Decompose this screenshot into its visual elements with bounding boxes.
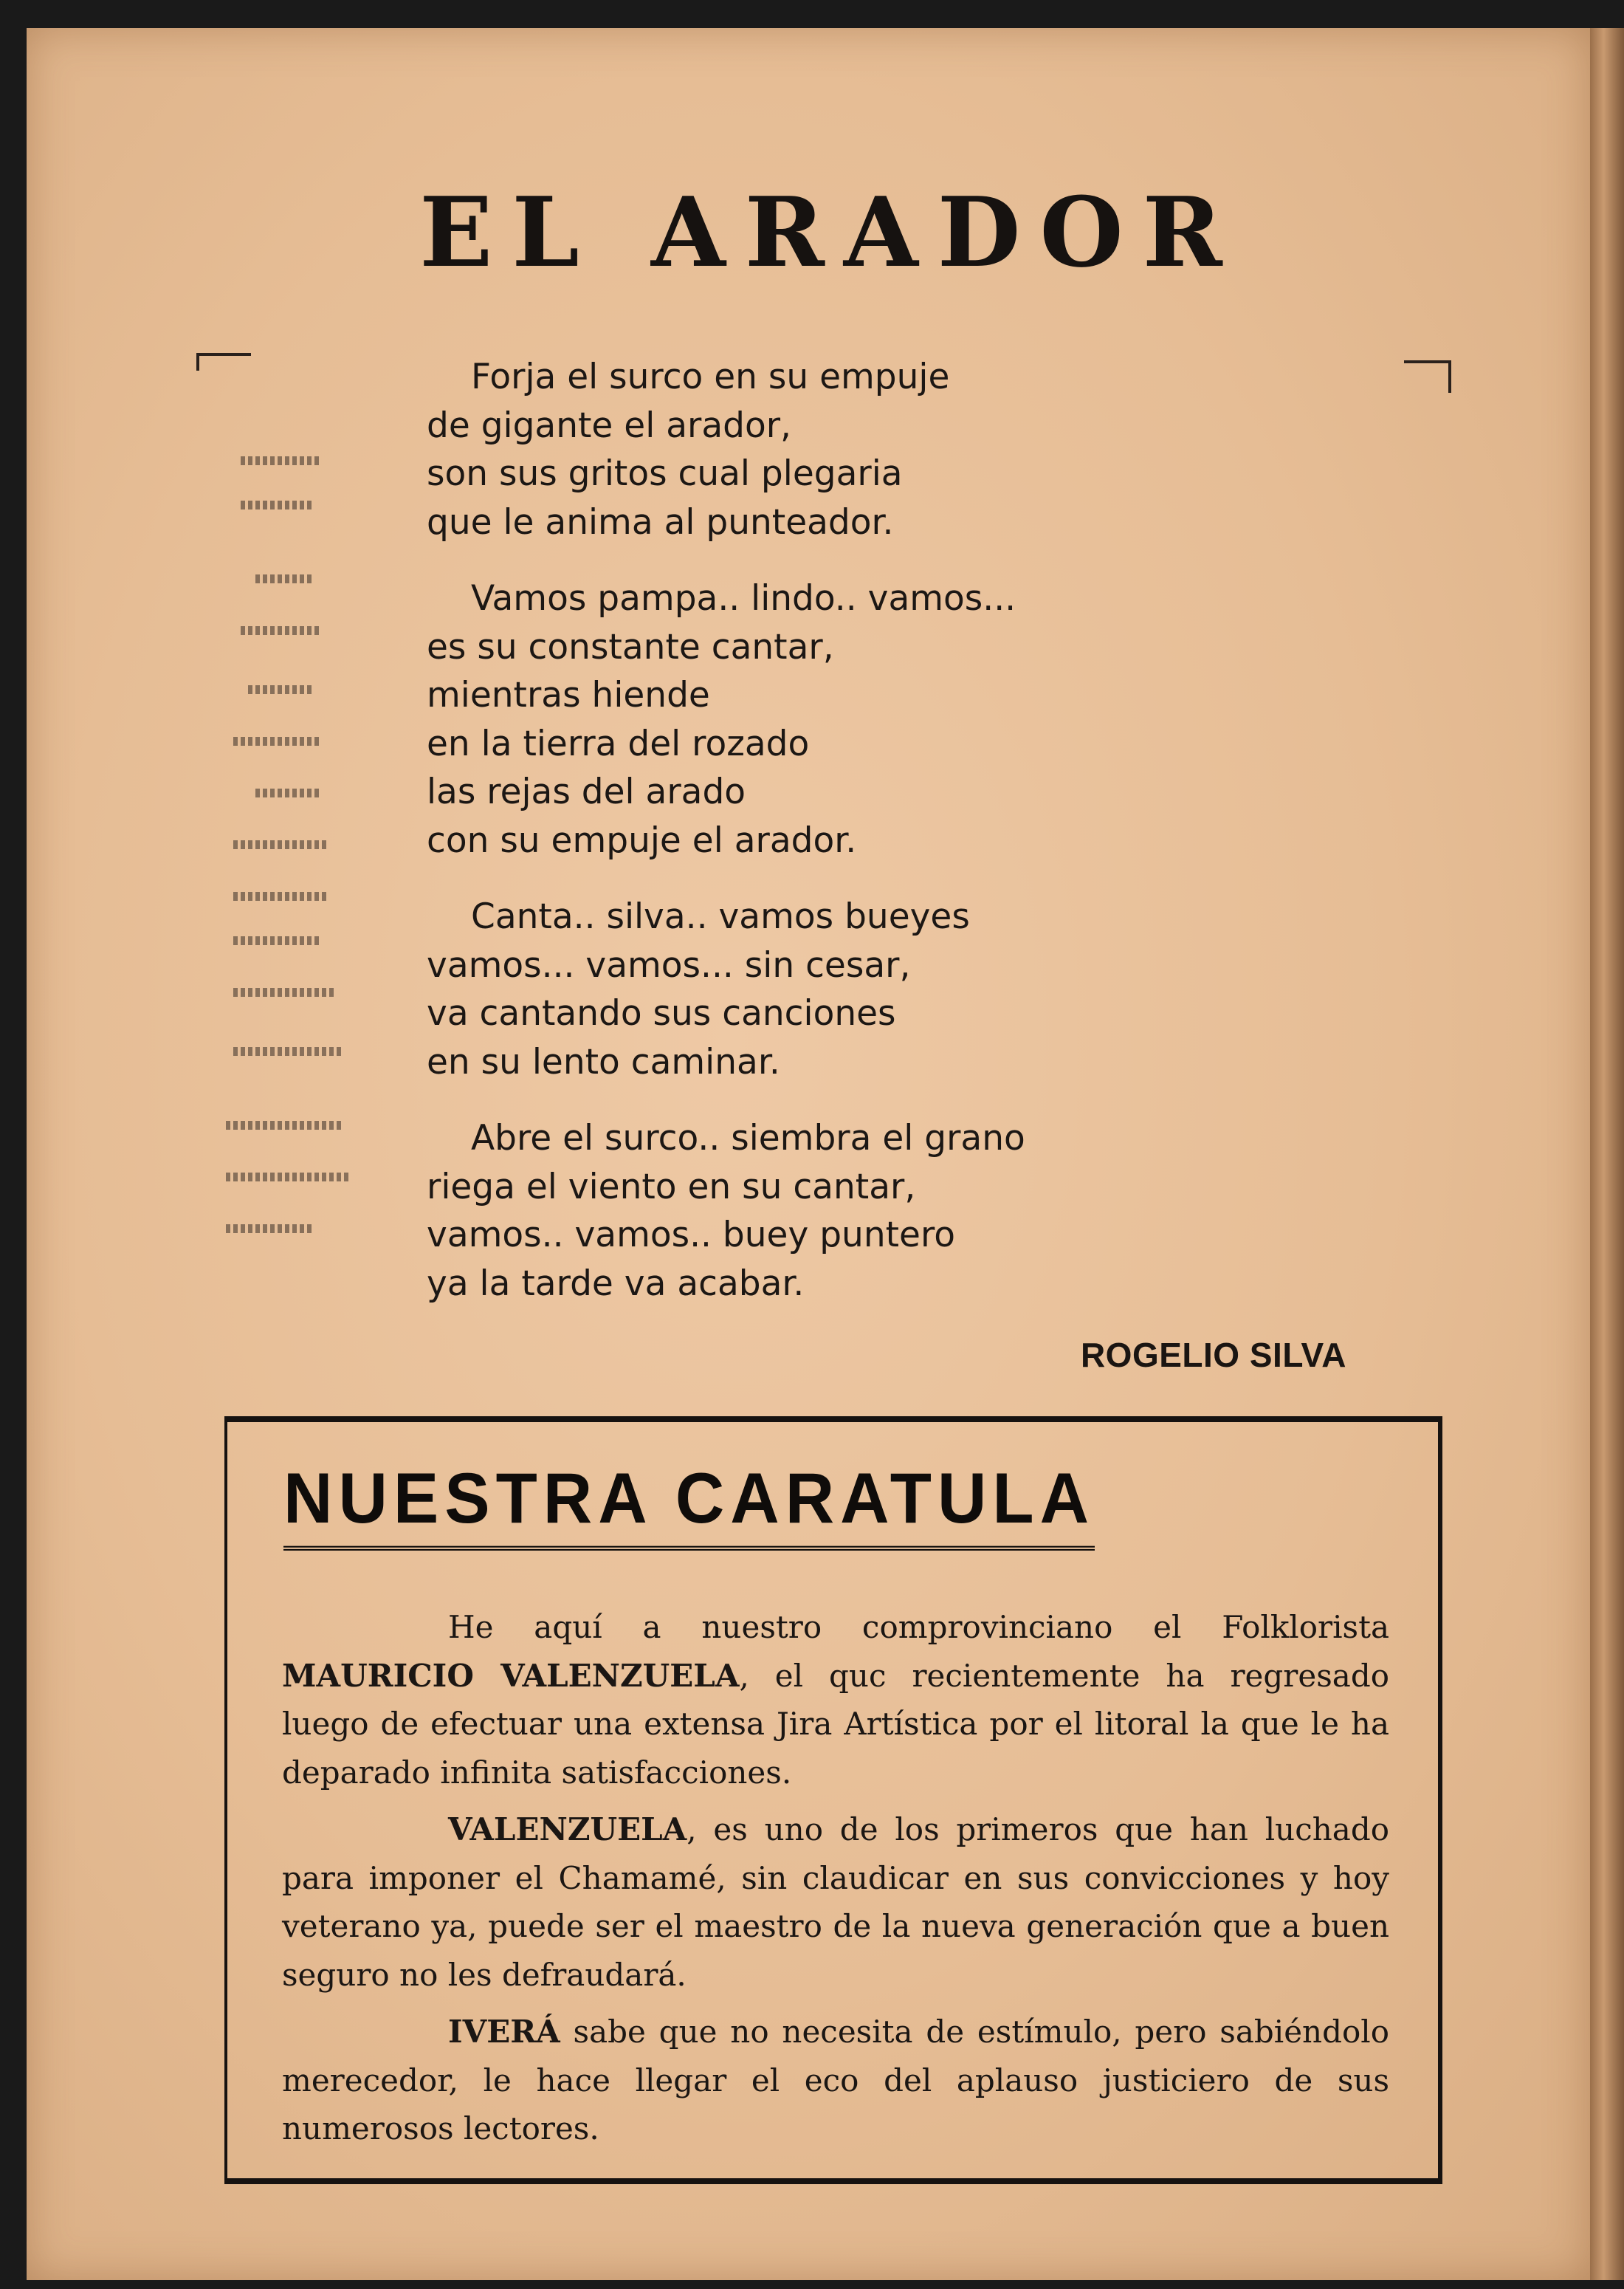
- verse-line: ya la tarde va acabar.: [427, 1263, 805, 1304]
- verse-line: vamos.. vamos.. buey puntero: [427, 1215, 956, 1255]
- caratula-title: NUESTRA CARATULA: [283, 1458, 1095, 1551]
- caratula-paragraph: [282, 1805, 1389, 1999]
- verse-line: riega el viento en su cantar,: [427, 1166, 916, 1207]
- verse-line: en su lento caminar.: [427, 1041, 780, 1082]
- verse-line: va cantando sus canciones: [427, 993, 896, 1034]
- verse-line: con su empuje el arador.: [427, 820, 857, 861]
- verse-line: Vamos pampa.. lindo.. vamos...: [471, 578, 1016, 619]
- verse-line: Forja el surco en su empuje: [471, 357, 950, 397]
- paragraph-text: , el quc recientemente ha regresado luego de efectuar una extensa Jira Artística por el litoral la que le ha deparado infinita satisfacciones.: [282, 1657, 1389, 1791]
- poem-body: [427, 353, 1386, 1336]
- verse-line: las rejas del arado: [427, 772, 746, 812]
- caratula-paragraph: [282, 2008, 1389, 2153]
- verse-line: son sus gritos cual plegaria: [427, 453, 903, 494]
- verse-line: Abre el surco.. siembra el grano: [471, 1118, 1025, 1159]
- verse-line: vamos... vamos... sin cesar,: [427, 944, 911, 986]
- paragraph-lead: He aquí a nuestro comprovinciano el Folklorista: [448, 1609, 1389, 1645]
- stanza: [427, 1114, 1386, 1308]
- person-name: VALENZUELA: [448, 1811, 687, 1847]
- magazine-page: [27, 28, 1590, 2280]
- caratula-body: [282, 1603, 1389, 2162]
- stanza: [427, 353, 1386, 546]
- verse-line: Canta.. silva.. vamos bueyes: [471, 896, 970, 937]
- bleed-through-marks: [196, 353, 366, 1283]
- verse-line: es su constante cantar,: [427, 626, 834, 668]
- paragraph-text: sabe que no necesita de estímulo, pero sabiéndolo merecedor, le hace llegar el eco del aplauso justiciero de sus numerosos lectores.: [282, 2014, 1389, 2146]
- crop-mark-right: [1404, 360, 1451, 393]
- verse-line: que le anima al punteador.: [427, 501, 894, 543]
- magazine-name: IVERÁ: [448, 2014, 560, 2050]
- verse-line: en la tierra del rozado: [427, 723, 810, 764]
- caratula-box: [224, 1416, 1442, 2184]
- poem-author: ROGELIO SILVA: [1080, 1336, 1346, 1374]
- poem-title: EL ARADOR: [419, 176, 1242, 289]
- stanza: [427, 574, 1386, 865]
- page-spine-edge: [1590, 28, 1624, 2280]
- stanza: [427, 893, 1386, 1086]
- paragraph-text: , es uno de los primeros que han luchado para imponer el Chamamé, sin claudicar en sus convicciones y hoy veterano ya, puede ser el maestro de la nueva generación que a buen seguro no les defraudará.: [282, 1811, 1389, 1993]
- verse-line: de gigante el arador,: [427, 405, 791, 446]
- caratula-paragraph: [282, 1603, 1389, 1796]
- person-name: MAURICIO VALENZUELA: [282, 1657, 740, 1694]
- verse-line: mientras hiende: [427, 675, 710, 715]
